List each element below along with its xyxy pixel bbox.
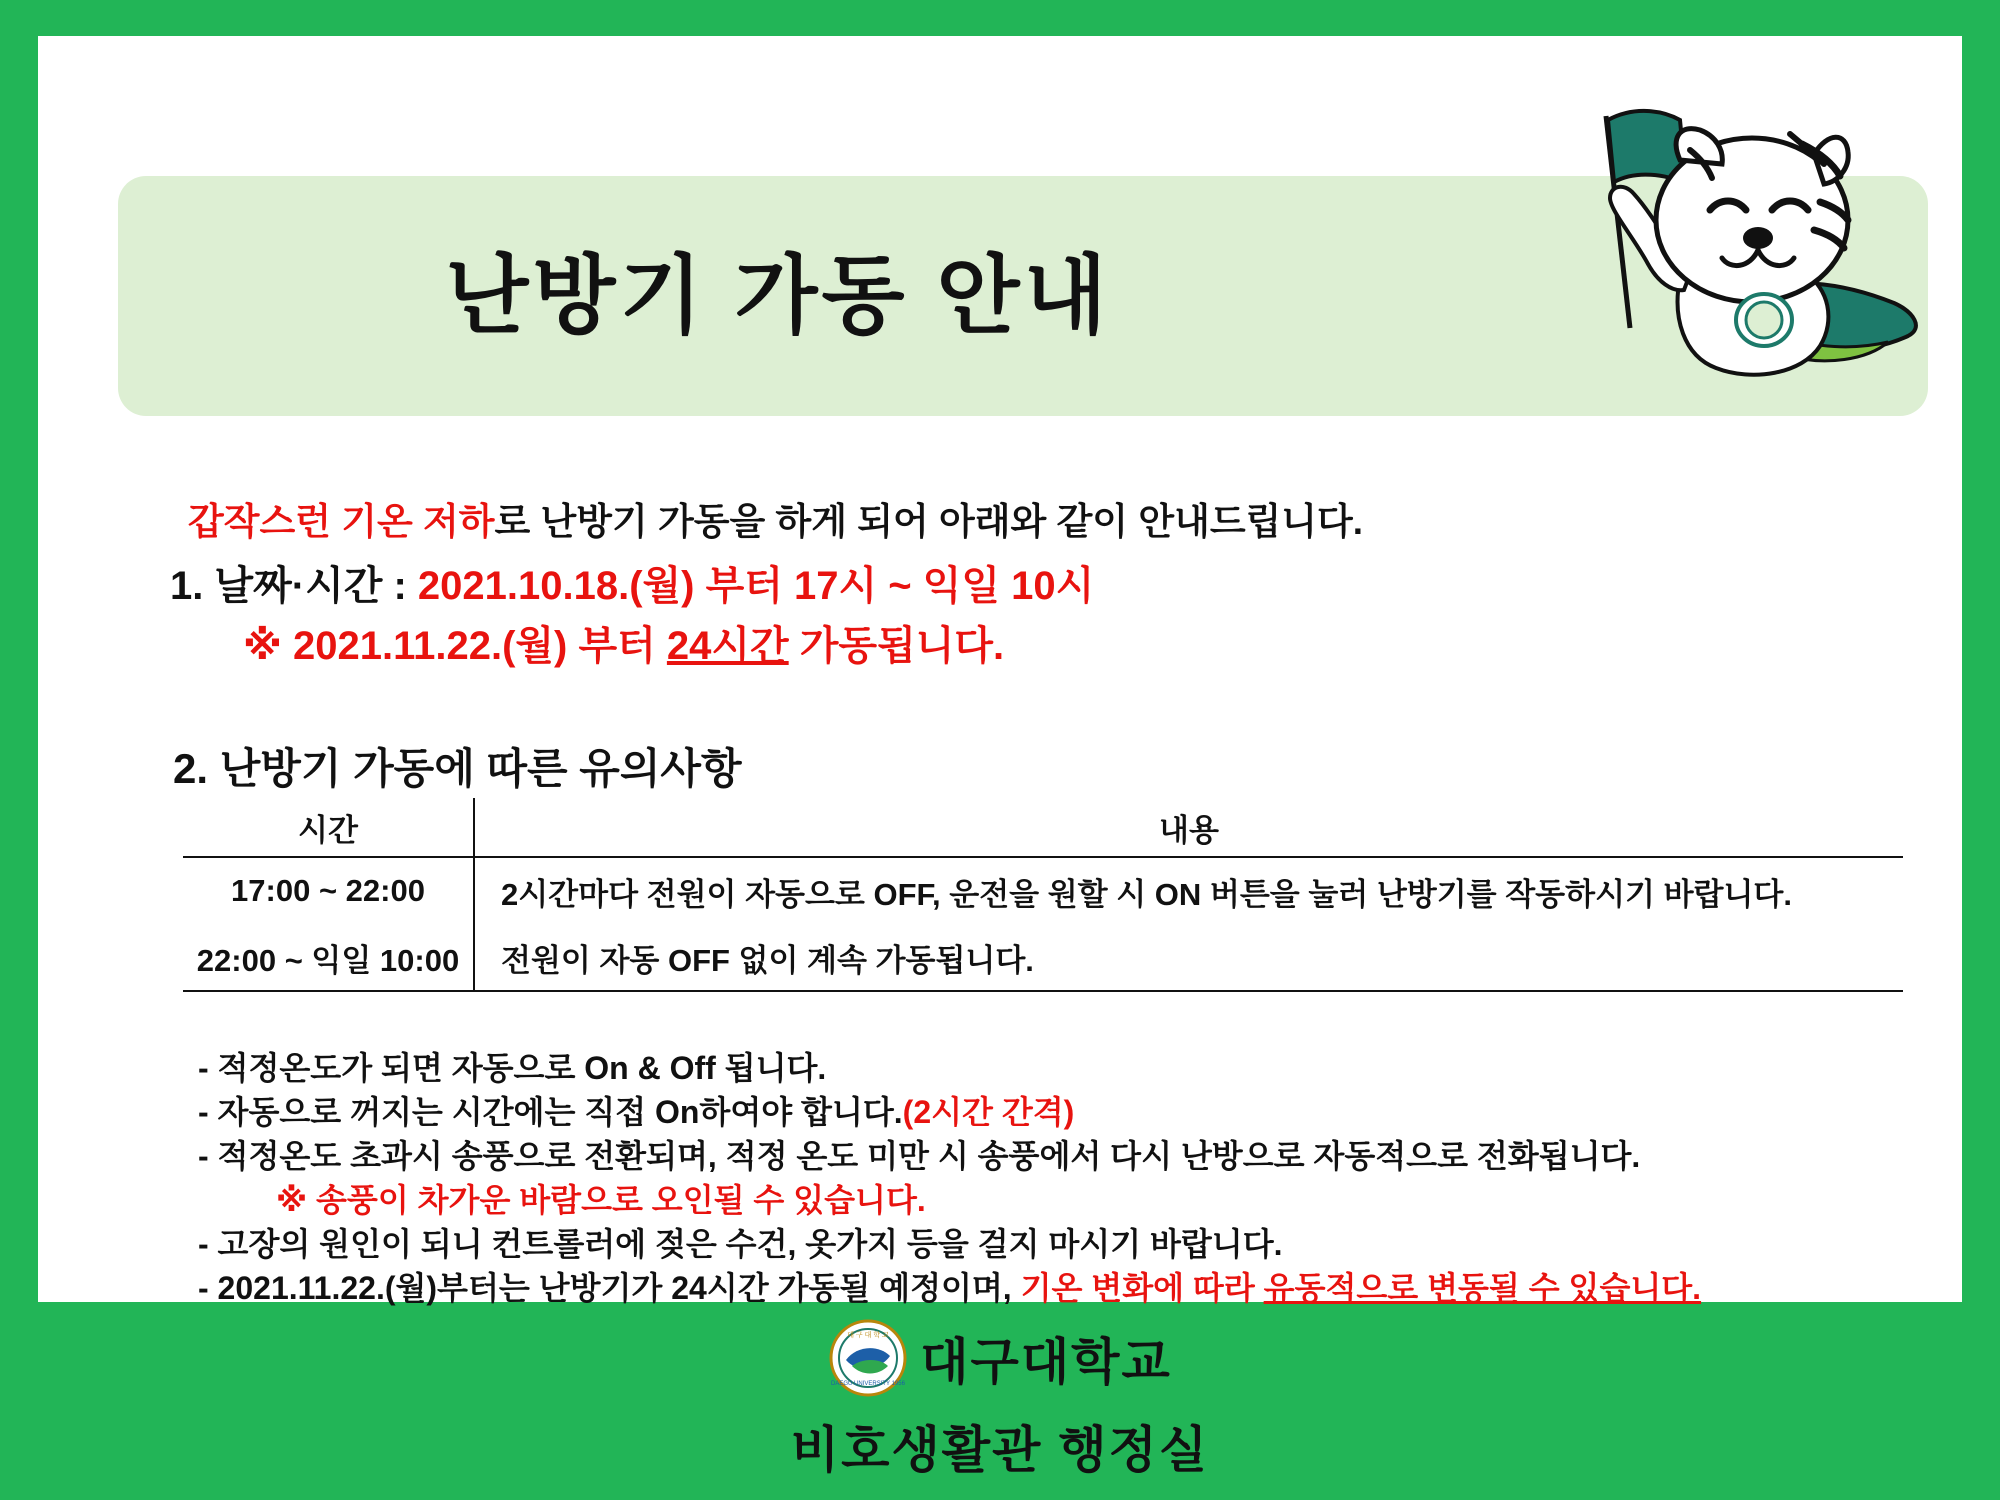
schedule-table (183, 798, 1903, 992)
note-item (198, 1046, 1958, 1090)
table-row (183, 857, 1903, 924)
note-item (198, 1266, 1958, 1310)
notice-card (38, 36, 1962, 1306)
note-6-red: 기온 변화에 따라 (1020, 1270, 1264, 1306)
note-2-red: (2시간 간격) (902, 1094, 1075, 1130)
item-2-heading: 2. 난방기 가동에 따른 유의사항 (173, 745, 742, 792)
note-4-red: ※ 송풍이 차가운 바람으로 오인될 수 있습니다. (276, 1182, 926, 1218)
note-6-underline: 유동적으로 변동될 수 있습니다. (1263, 1270, 1702, 1306)
column-header-time: 시간 (183, 798, 474, 857)
note-6-black: - 2021.11.22.(월)부터는 난방기가 24시간 가동될 예정이며, (198, 1270, 1021, 1306)
table-header-row (183, 798, 1903, 857)
note-item (198, 1090, 1958, 1134)
item-1-note-prefix: ※ 2021.11.22.(월) 부터 (243, 624, 667, 668)
intro-line (188, 491, 1363, 545)
svg-text:DAEGU UNIVERSITY 1956: DAEGU UNIVERSITY 1956 (831, 1381, 906, 1387)
item-1-note-underline: 24시간 (666, 624, 789, 668)
university-emblem-icon (828, 1318, 908, 1398)
schedule-table-body (183, 857, 1903, 991)
item-1-note (243, 614, 1004, 671)
note-3-black: - 적정온도 초과시 송풍으로 전환되며, 적정 온도 미만 시 송풍에서 다시 난방으로 자동적으로 전화됩니다. (198, 1138, 1641, 1174)
footer-university-row (0, 1318, 2000, 1398)
mascot-tiger-illustration (1484, 98, 1944, 428)
note-5-black: - 고장의 원인이 되니 컨트롤러에 젖은 수건, 옷가지 등을 걸지 마시기 바랍니다. (198, 1226, 1283, 1262)
item-1-label: 1. 날짜·시간 : (170, 564, 418, 608)
note-2-black: - 자동으로 꺼지는 시간에는 직접 On하여야 합니다. (198, 1094, 903, 1130)
footer-office-name: 비호생활관 행정실 (790, 1422, 1210, 1478)
page-title: 난방기 가동 안내 (445, 248, 1111, 344)
notes-list (198, 1046, 1958, 1310)
intro-red-text: 갑작스런 기온 저하 (188, 501, 495, 542)
row-2-desc: 전원이 자동 OFF 없이 계속 가동됩니다. (474, 924, 1903, 991)
note-item-warning (198, 1178, 1958, 1222)
item-1-value: 2021.10.18.(월) 부터 17시 ~ 익일 10시 (417, 564, 1095, 608)
footer-university-name: 대구대학교 (920, 1334, 1172, 1390)
note-item (198, 1222, 1958, 1266)
row-1-desc: 2시간마다 전원이 자동으로 OFF, 운전을 원할 시 ON 버튼을 눌러 난방기를 작동하시기 바랍니다. (501, 876, 1792, 912)
column-header-content: 내용 (474, 798, 1903, 857)
item-1-line (170, 554, 1094, 611)
item-1-note-suffix: 가동됩니다. (788, 624, 1005, 668)
intro-rest-text: 로 난방기 가동을 하게 되어 아래와 같이 안내드립니다. (494, 501, 1364, 542)
footer (0, 1318, 2000, 1482)
table-row (183, 924, 1903, 991)
schedule-table-wrapper (183, 798, 1903, 992)
note-item (198, 1134, 1958, 1178)
row-2-time: 22:00 ~ 익일 10:00 (183, 924, 474, 991)
note-1-black: - 적정온도가 되면 자동으로 On & Off 됩니다. (198, 1050, 827, 1086)
schedule-table-head (183, 798, 1903, 857)
row-1-time: 17:00 ~ 22:00 (183, 857, 474, 924)
svg-text:대 구 대 학 교: 대 구 대 학 교 (847, 1332, 890, 1339)
